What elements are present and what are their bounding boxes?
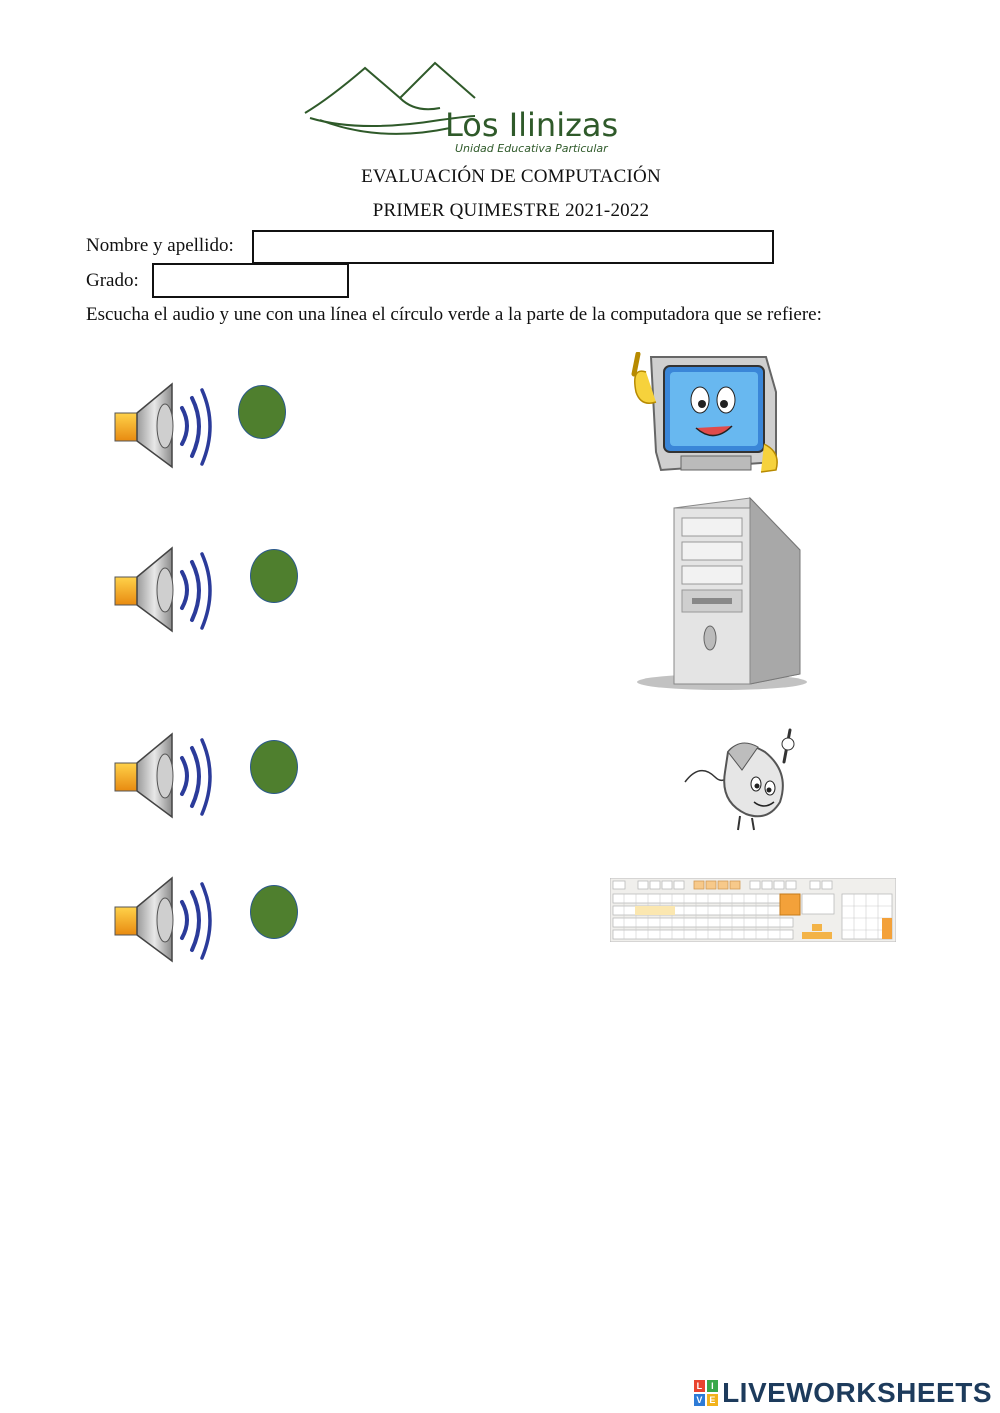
grade-field[interactable] [152, 263, 349, 298]
green-circle[interactable] [250, 740, 298, 794]
school-logo [300, 58, 630, 158]
monitor-icon [626, 352, 786, 476]
green-circle[interactable] [238, 385, 286, 439]
speaker-icon[interactable] [110, 378, 215, 473]
page-title: EVALUACIÓN DE COMPUTACIÓN [361, 166, 661, 187]
cpu-tower-icon [632, 494, 810, 692]
green-circle[interactable] [250, 549, 298, 603]
logo-name: Los Ilinizas [445, 106, 619, 144]
speaker-icon[interactable] [110, 542, 215, 637]
speaker-icon[interactable] [110, 728, 215, 823]
brand-text: LIVEWORKSHEETS [722, 1377, 992, 1408]
liveworksheets-brand [694, 1377, 992, 1409]
mouse-icon [680, 722, 806, 834]
brand-logo-icon: L I V E [694, 1380, 718, 1406]
logo-subtitle: Unidad Educativa Particular [455, 142, 608, 155]
name-label: Nombre y apellido: [86, 235, 234, 256]
keyboard-icon [610, 878, 896, 942]
name-field[interactable] [252, 230, 774, 264]
green-circle[interactable] [250, 885, 298, 939]
mountains-icon [300, 58, 630, 158]
page-subtitle: PRIMER QUIMESTRE 2021-2022 [372, 200, 650, 221]
speaker-icon[interactable] [110, 872, 215, 967]
grade-label: Grado: [86, 270, 139, 291]
instructions: Escucha el audio y une con una línea el círculo verde a la parte de la computadora que se refiere: [86, 304, 822, 325]
